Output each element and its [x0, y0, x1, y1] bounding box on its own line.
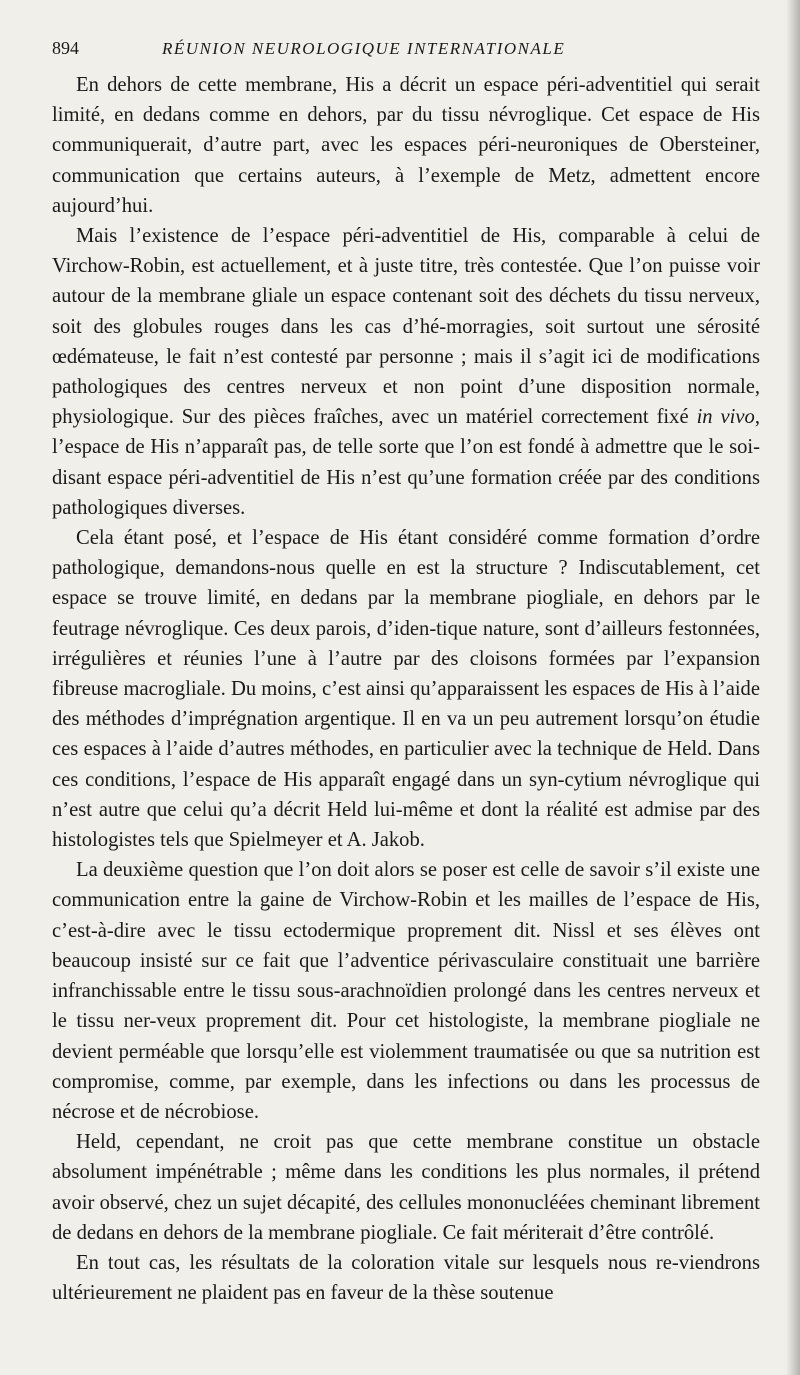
- paragraph-2: [52, 221, 760, 523]
- page-number: 894: [52, 38, 79, 58]
- body-text: [52, 70, 760, 1308]
- paragraph-1: En dehors de cette membrane, His a décrit un espace péri-adventitiel qui serait limité, en dedans comme en dehors, par du tissu névroglique. Cet espace de His communiquerait, d’autre part, avec les espaces péri-neuroniques de Obersteiner, communication que certains auteurs, à l’exemple de Metz, admettent encore aujourd’hui.: [52, 74, 760, 217]
- paragraph-4: La deuxième question que l’on doit alors se poser est celle de savoir s’il existe une communication entre la gaine de Virchow-Robin et les mailles de l’espace de His, c’est-à-dire avec le tissu ectodermique proprement dit. Nissl et ses élèves ont beaucoup insisté sur ce fait que l’adventice périvasculaire constituait une barrière infranchissable entre le tissu sous-arachnoïdien prolongé dans les centres nerveux et le tissu ner-veux proprement dit. Pour cet histologiste, la membrane piogliale ne devient perméable que lorsqu’elle est violemment traumatisée ou que sa nutrition est compromise, comme, par exemple, dans les infections ou dans les processus de nécrose et de nécrobiose.: [52, 859, 760, 1123]
- page: [52, 38, 760, 1308]
- paragraph-2-tail: , l’espace de His n’apparaît pas, de telle sorte que l’on est fondé à admettre que le soi-disant espace péri-adventitiel de His n’est qu’une formation créée par des conditions pathologiques diverses.: [52, 406, 760, 519]
- paragraph-2-text: Mais l’existence de l’espace péri-adventitiel de His, comparable à celui de Virchow-Robin, est actuellement, et à juste titre, très contestée. Que l’on puisse voir autour de la membrane gliale un espace contenant soit des déchets du tissu nerveux, soit des globules rouges dans les cas d’hé-morragies, soit surtout une sérosité œdémateuse, le fait n’est contesté par personne ; mais il s’agit ici de modifications pathologiques des centres nerveux et non point d’une disposition normale, physiologique. Sur des pièces fraîches, avec un matériel correctement fixé: [52, 225, 760, 429]
- page-header: [52, 38, 760, 70]
- paragraph-5: Held, cependant, ne croit pas que cette membrane constitue un obstacle absolument impénétrable ; même dans les conditions les plus normales, il prétend avoir observé, chez un sujet décapité, des cellules mononucléées cheminant librement de dedans en dehors de la membrane piogliale. Ce fait mériterait d’être contrôlé.: [52, 1131, 760, 1244]
- running-title: RÉUNION NEUROLOGIQUE INTERNATIONALE: [162, 39, 566, 58]
- paragraph-3: Cela étant posé, et l’espace de His étant considéré comme formation d’ordre pathologique, demandons-nous quelle en est la structure ? Indiscutablement, cet espace se trouve limité, en dedans par la membrane piogliale, en dehors par le feutrage névroglique. Ces deux parois, d’iden-tique nature, sont d’ailleurs festonnées, irrégulières et réunies l’une à l’autre par des cloisons formées par l’expansion fibreuse macrogliale. Du moins, c’est ainsi qu’apparaissent les espaces de His à l’aide des méthodes d’imprégnation argentique. Il en va un peu autrement lorsqu’on étudie ces espaces à l’aide d’autres méthodes, en particulier avec la technique de Held. Dans ces conditions, l’espace de His apparaît engagé dans un syn-cytium névroglique qui n’est autre que celui qu’a décrit Held lui-même et dont la réalité est admise par des histologistes tels que Spielmeyer et A. Jakob.: [52, 527, 760, 852]
- paragraph-6: En tout cas, les résultats de la coloration vitale sur lesquels nous re-viendrons ultérieurement ne plaident pas en faveur de la thèse soutenue: [52, 1251, 760, 1305]
- paragraph-2-italic: in vivo: [696, 406, 755, 429]
- page-edge-shadow: [786, 0, 800, 1375]
